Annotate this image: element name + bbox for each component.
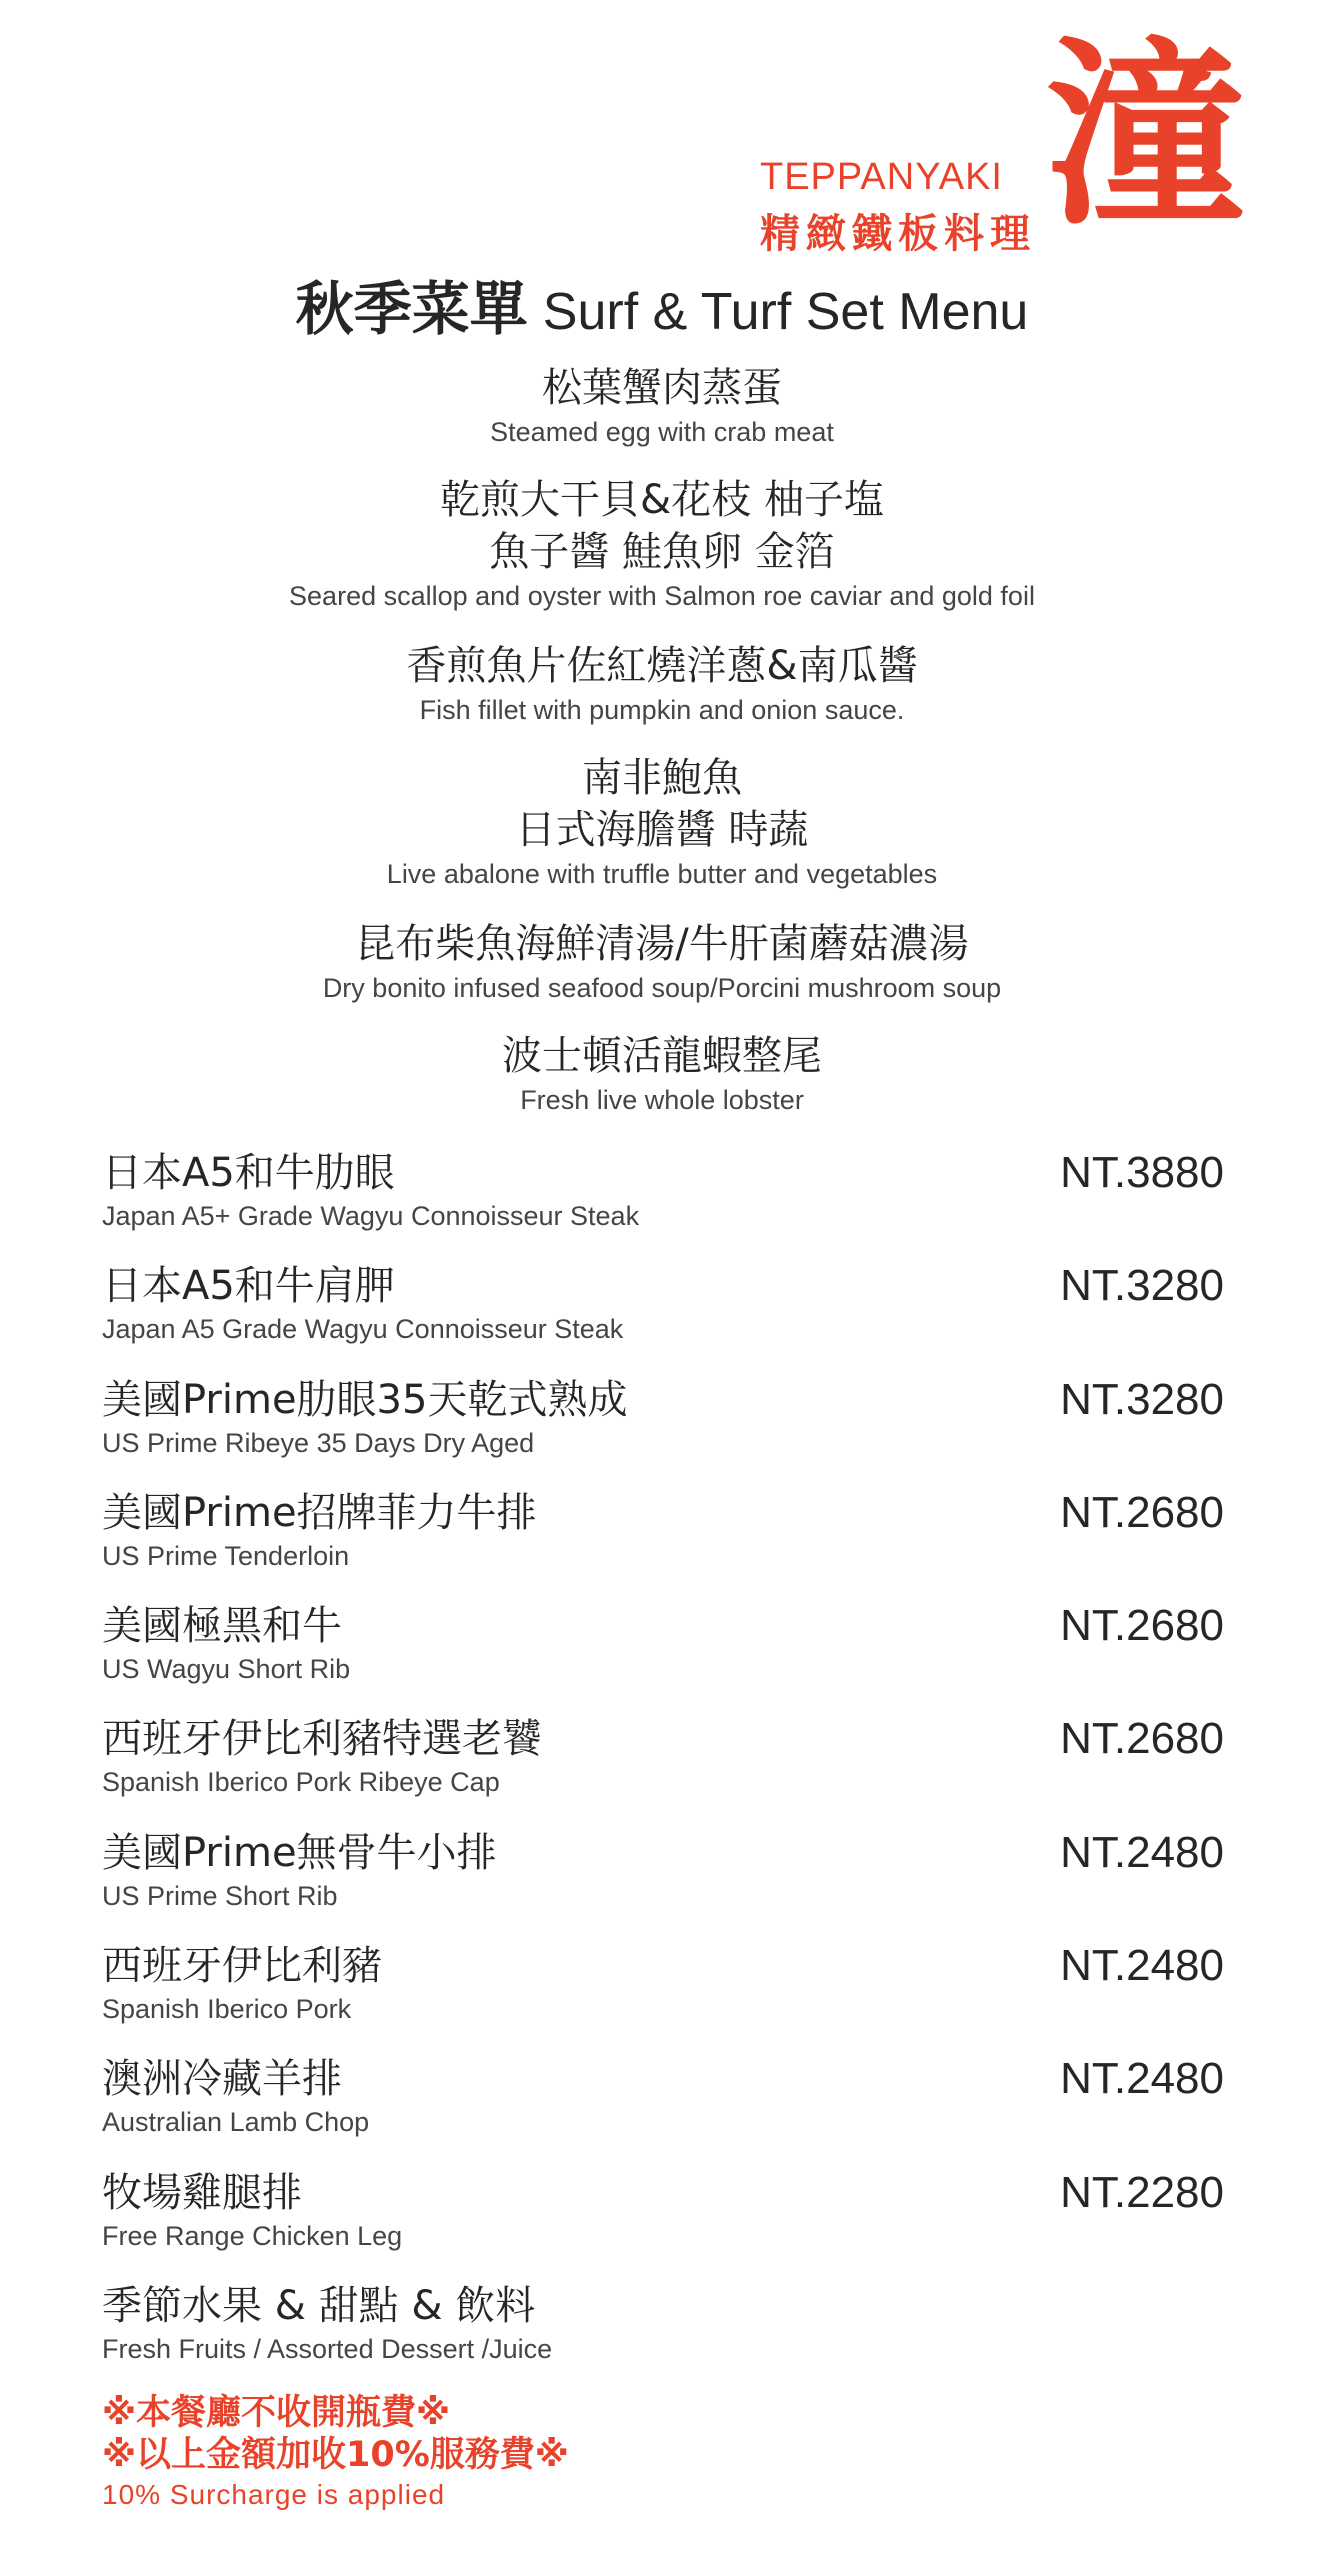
main-course-row xyxy=(102,2160,1224,2273)
course-item xyxy=(0,918,1324,1006)
course-name-english: Seared scallop and oyster with Salmon roe caviar and gold foil xyxy=(289,581,1035,611)
main-course-english: US Prime Ribeye 35 Days Dry Aged xyxy=(102,1427,535,1458)
main-course-english: Spanish Iberico Pork Ribeye Cap xyxy=(102,1767,500,1798)
main-course-row xyxy=(102,1253,1224,1366)
main-course-price: NT.2480 xyxy=(1060,2054,1224,2104)
main-course-english: Japan A5 Grade Wagyu Connoisseur Steak xyxy=(102,1314,624,1345)
main-course-row xyxy=(102,1706,1224,1819)
main-course-english: Fresh Fruits / Assorted Dessert /Juice xyxy=(102,2333,553,2364)
course-name-chinese: 昆布柴魚海鮮清湯/牛肝菌蘑菇濃湯 xyxy=(355,921,969,967)
main-course-chinese: 日本A5和牛肩胛 xyxy=(102,1263,395,1310)
course-name-chinese: 香煎魚片佐紅燒洋蔥&南瓜醬 xyxy=(406,643,918,689)
course-name-chinese: 南非鮑魚 xyxy=(582,755,742,801)
service-charge-note: ※以上金額加收10%服務費※ xyxy=(102,2435,569,2475)
main-course-chinese: 牧場雞腿排 xyxy=(102,2169,302,2216)
main-course-chinese: 日本A5和牛肋眼 xyxy=(102,1150,395,1196)
main-course-price: NT.2680 xyxy=(1060,1601,1224,1651)
course-item xyxy=(0,640,1324,728)
main-course-english: Free Range Chicken Leg xyxy=(102,2220,403,2251)
main-course-english: Spanish Iberico Pork xyxy=(102,1994,352,2025)
main-course-row xyxy=(102,1820,1224,1933)
main-course-english: Japan A5+ Grade Wagyu Connoisseur Steak xyxy=(102,1201,640,1231)
main-course-row xyxy=(102,1933,1224,2046)
course-item xyxy=(0,1030,1324,1118)
main-course-price: NT.2480 xyxy=(1060,1941,1224,1991)
main-course-english: US Prime Tenderloin xyxy=(102,1540,350,1571)
course-name-english: Fish fillet with pumpkin and onion sauce. xyxy=(419,695,905,725)
course-item xyxy=(0,474,1324,614)
main-course-chinese: 美國極黑和牛 xyxy=(102,1603,342,1650)
main-course-chinese: 澳洲冷藏羊排 xyxy=(102,2056,342,2103)
course-name-english: Live abalone with truffle butter and vegetables xyxy=(386,859,938,889)
menu-title-english: Surf & Turf Set Menu xyxy=(542,283,1029,341)
main-course-price: NT.3280 xyxy=(1060,1374,1224,1424)
main-course-chinese: 西班牙伊比利豬 xyxy=(102,1943,382,1990)
main-course-chinese: 美國Prime肋眼35天乾式熟成 xyxy=(102,1376,628,1423)
main-course-price: NT.2280 xyxy=(1060,2167,1224,2217)
main-course-chinese: 美國Prime招牌菲力牛排 xyxy=(102,1489,537,1536)
main-course-list xyxy=(102,1140,1224,2386)
main-course-english: US Prime Short Rib xyxy=(102,1880,338,1911)
logo-chinese-text: 精緻鐵板料理 xyxy=(760,210,1036,257)
main-course-row xyxy=(102,1140,1224,1253)
logo-calligraphy-mark: 潼 xyxy=(1045,18,1246,253)
main-course-english: Australian Lamb Chop xyxy=(102,2107,370,2138)
surcharge-note-english: 10% Surcharge is applied xyxy=(102,2479,446,2510)
main-course-row xyxy=(102,1367,1224,1480)
main-course-chinese: 季節水果 & 甜點 & 飲料 xyxy=(102,2282,536,2329)
main-course-english: US Wagyu Short Rib xyxy=(102,1654,351,1685)
course-name-chinese: 松葉蟹肉蒸蛋 xyxy=(542,365,782,411)
main-course-price: NT.2680 xyxy=(1060,1487,1224,1537)
main-course-chinese: 西班牙伊比利豬特選老饕 xyxy=(102,1716,542,1763)
main-course-price: NT.2480 xyxy=(1060,1827,1224,1877)
course-name-english: Steamed egg with crab meat xyxy=(490,417,834,447)
course-name-english: Dry bonito infused seafood soup/Porcini mushroom soup xyxy=(322,973,1002,1003)
main-course-row xyxy=(102,2273,1224,2386)
no-corkage-note: ※本餐廳不收開瓶費※ xyxy=(102,2393,451,2433)
course-name-chinese-line2: 日式海膽醬 時蔬 xyxy=(515,807,809,853)
restaurant-logo xyxy=(760,18,1320,257)
course-item xyxy=(0,752,1324,892)
course-name-chinese: 波士頓活龍蝦整尾 xyxy=(502,1033,822,1079)
course-item xyxy=(0,362,1324,450)
main-course-price: NT.2680 xyxy=(1060,1714,1224,1764)
logo-english-text: TEPPANYAKI xyxy=(760,156,1003,198)
menu-title xyxy=(0,262,1324,346)
main-course-price: NT.3880 xyxy=(1060,1148,1224,1197)
main-course-row xyxy=(102,2046,1224,2159)
main-course-chinese: 美國Prime無骨牛小排 xyxy=(102,1829,497,1876)
course-name-chinese: 乾煎大干貝&花枝 柚子塩 xyxy=(440,477,884,523)
main-course-row xyxy=(102,1593,1224,1706)
course-name-english: Fresh live whole lobster xyxy=(520,1085,804,1115)
main-course-price: NT.3280 xyxy=(1060,1261,1224,1311)
menu-notes xyxy=(102,2392,569,2514)
menu-title-chinese: 秋季菜單 xyxy=(295,275,528,343)
course-name-chinese-line2: 魚子醬 鮭魚卵 金箔 xyxy=(489,529,835,575)
main-course-row xyxy=(102,1480,1224,1593)
